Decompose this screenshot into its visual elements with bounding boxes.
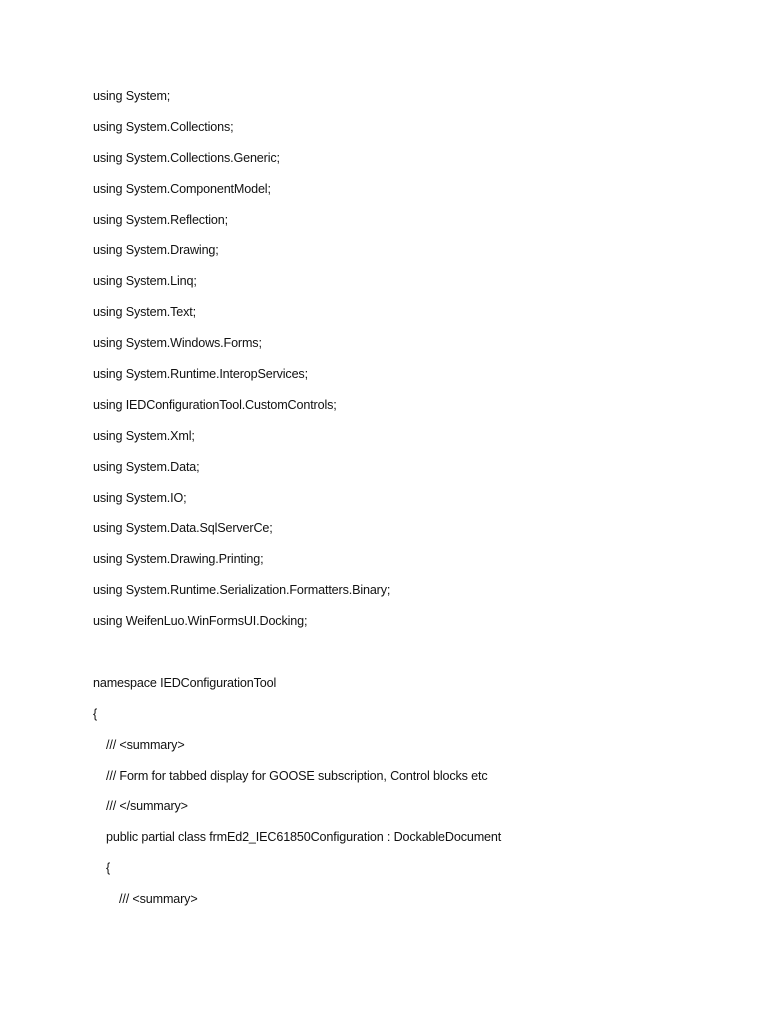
code-line: using System.IO; — [93, 490, 187, 505]
code-line: using System.Reflection; — [93, 212, 228, 227]
code-line: namespace IEDConfigurationTool — [93, 675, 277, 690]
code-line: /// <summary> — [106, 737, 185, 752]
code-line: using System.Text; — [93, 305, 196, 320]
code-line: using IEDConfigurationTool.CustomControls; — [93, 397, 337, 412]
code-line: using System.Linq; — [93, 274, 197, 289]
code-line: { — [93, 706, 98, 721]
code-line: public partial class frmEd2_IEC61850Configuration : DockableDocument — [106, 830, 502, 845]
code-line: using System.Drawing; — [93, 243, 219, 258]
code-line: { — [106, 861, 111, 876]
code-line: /// <summary> — [119, 892, 198, 907]
code-line: using System.Collections; — [93, 119, 234, 134]
code-line: using System.Collections.Generic; — [93, 150, 280, 165]
code-line: using System.Xml; — [93, 428, 195, 443]
code-line: using System; — [93, 89, 171, 103]
code-listing — [93, 86, 733, 920]
code-line: using WeifenLuo.WinFormsUI.Docking; — [93, 614, 308, 629]
code-line: using System.Data.SqlServerCe; — [93, 521, 273, 536]
code-line: /// Form for tabbed display for GOOSE subscription, Control blocks etc — [106, 768, 488, 783]
code-line: using System.Runtime.Serialization.Formatters.Binary; — [93, 583, 391, 598]
code-line: using System.Data; — [93, 459, 200, 474]
code-line: using System.Windows.Forms; — [93, 336, 262, 351]
code-line — [93, 642, 733, 673]
code-line: /// </summary> — [106, 799, 188, 814]
code-line: using System.Drawing.Printing; — [93, 552, 264, 567]
code-line: using System.ComponentModel; — [93, 181, 271, 196]
code-line: using System.Runtime.InteropServices; — [93, 367, 308, 382]
